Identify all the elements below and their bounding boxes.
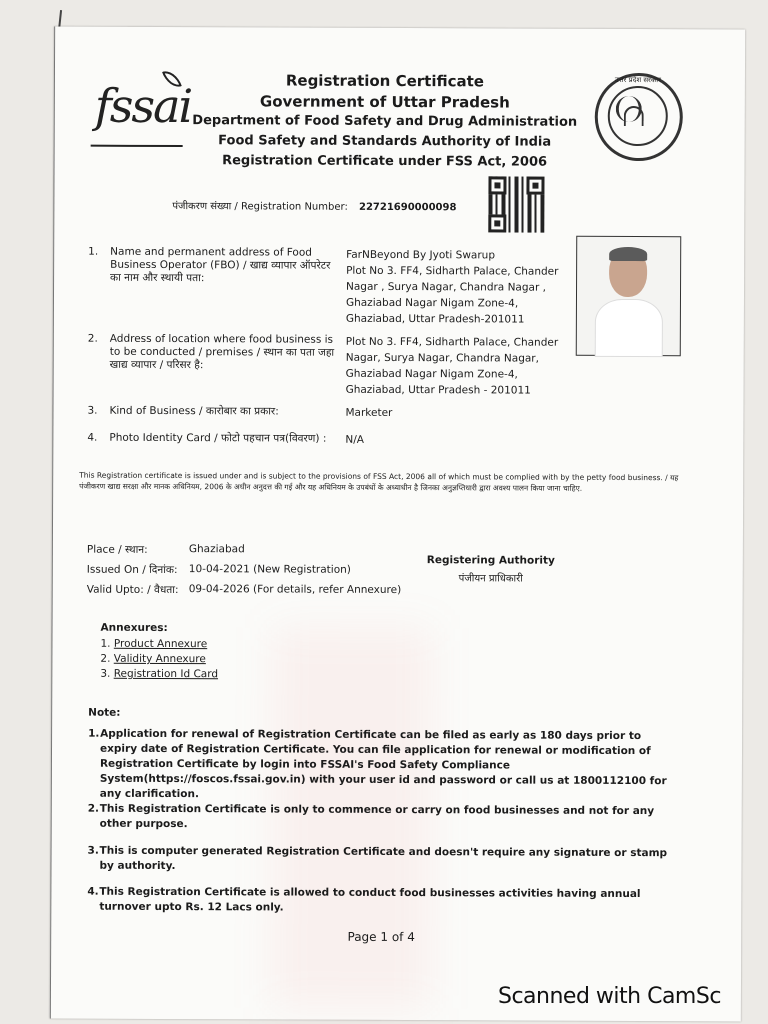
page-number: Page 1 of 4 [347,929,415,945]
note-number: 4. [87,885,99,898]
annexure-item [100,668,218,681]
registering-authority: Registering Authority [426,554,555,567]
registration-number: 22721690000098 [358,201,457,214]
qr-code-icon [488,176,544,232]
note-text: This Registration Certificate is allowed to conduct food businesses activities having annual turnover upto Rs. 12 Lacs only. [99,885,641,914]
product-annexure-link[interactable]: Product Annexure [113,637,208,651]
value-line: Plot No 3. FF4, Sidharth Palace, Chander [345,335,559,349]
item-number: 3. [87,404,98,417]
note-text: Application for renewal of Registration Certificate can be filed as early as 180 days prior to expiry date of Registration Certificate. You can file application for renewal or modification of Registration Certificate by login into FSSAI's Food Safety Compliance System(https://foscos.fssai.gov.in) with your user id and password or call us at 1800112100 for any clarification. [99,727,667,801]
annexures-title: Annexures: [100,621,168,634]
annexure-number: 1. [100,637,111,650]
fssai-logo [91,65,191,155]
item-label: Photo Identity Card / फोटो पहचान पत्र(विवरण) : [109,431,327,445]
act-line: Registration Certificate under FSS Act, 2006 [222,153,548,170]
note-number: 1. [88,727,100,740]
note-item [87,885,677,918]
value-line: Marketer [345,406,393,419]
annexure-number: 3. [100,667,111,680]
note-item [88,727,678,805]
logo-text: fssai [94,78,192,134]
bow-icon [624,106,644,126]
photo-id-card [345,432,571,449]
note-text: This Registration Certificate is only to commence or carry on food businesses and not for any other purpose. [99,802,655,831]
annexure-item [100,638,207,650]
value-line: Nagar, Surya Nagar, Chandra Nagar, [345,351,540,365]
item-number: 1. [88,245,99,258]
item-number: 4. [87,431,98,444]
premises-address [346,334,572,399]
value-line: FarNBeyond By Jyoti Swarup [346,248,496,262]
government-name: Government of Uttar Pradesh [259,92,510,112]
photo-shirt [595,299,663,357]
note-number: 2. [87,802,100,815]
up-govt-emblem [595,73,683,161]
registering-authority-hindi: पंजीयन प्राधिकारी [458,573,523,585]
valid-value: 09-04-2026 (For details, refer Annexure) [188,583,402,597]
kind-of-business [345,405,571,422]
registration-line [172,198,456,213]
fbo-photo [576,236,682,356]
issued-label: Issued On / दिनांक: [86,563,178,577]
note-item [87,844,677,877]
certificate-sheet [50,26,745,1021]
annexure-number: 2. [100,652,111,665]
value-line: Plot No 3. FF4, Sidharth Palace, Chander [346,264,559,278]
value-line: Ghaziabad Nagar Nigam Zone-4, [345,367,518,381]
valid-label: Valid Upto: / वैधता: [86,583,179,597]
item-label: Address of location where food business is to be conducted / premises / स्थान का पता जहा खाद्य व्यापार / परिसर है: [109,332,335,372]
scanner-watermark: Scanned with CamSc [498,984,721,1009]
value-line: Ghaziabad, Uttar Pradesh - 201011 [345,383,531,397]
note-title: Note: [88,706,121,719]
certificate-title: Registration Certificate [285,71,485,91]
item-label: Kind of Business / कारोबार का प्रकार: [109,404,279,418]
value-line: Ghaziabad, Uttar Pradesh-201011 [345,312,525,326]
value-line: N/A [345,433,364,446]
issued-value: 10-04-2021 (New Registration) [188,563,351,576]
annexure-item [100,653,206,665]
fbo-name-address [346,247,572,328]
emblem-text: उत्तर प्रदेश सरकार [614,75,662,85]
logo-underline [91,145,183,147]
note-text: This is computer generated Registration Certificate and doesn't require any signature or stamp by authority. [99,844,668,873]
value-line: Ghaziabad Nagar Nigam Zone-4, [345,296,519,310]
place-label: Place / स्थान: [86,543,148,556]
department-name: Department of Food Safety and Drug Administration [192,113,578,130]
registration-label: पंजीकरण संख्या / Registration Number: [172,201,348,213]
qr-finder [526,177,544,195]
qr-finder [488,214,506,232]
validity-annexure-link[interactable]: Validity Annexure [113,652,206,666]
note-number: 3. [87,844,99,857]
item-label: Name and permanent address of Food Business Operator (FBO) / खाद्य व्यापार ऑपरेटर का नाम और स्थायी पता: [110,245,331,285]
item-number: 2. [87,332,98,345]
qr-finder [488,176,506,194]
authority-name: Food Safety and Standards Authority of India [218,133,552,150]
note-item [88,802,678,835]
photo-hair [609,247,647,261]
registration-id-card-link[interactable]: Registration Id Card [113,667,219,681]
disclaimer-text: This Registration certificate is issued under and is subject to the provisions of FSS Act, 2006 all of which must be complied with by the petty food business. / यह पंजीकरण खाद्य सरक्षा और मानक अधिनियम, 2006 के अधीन अनुदत्त की गई और यह अधिनियम के उपबंधों के अध्याधीन है जिनका अनुज्ञप्तिधारी द्वारा अवश्य पालन किया जाना चाहिए. [79,470,679,493]
place-value: Ghaziabad [188,543,245,556]
value-line: Nagar , Surya Nagar, Chandra Nagar , [346,280,546,294]
